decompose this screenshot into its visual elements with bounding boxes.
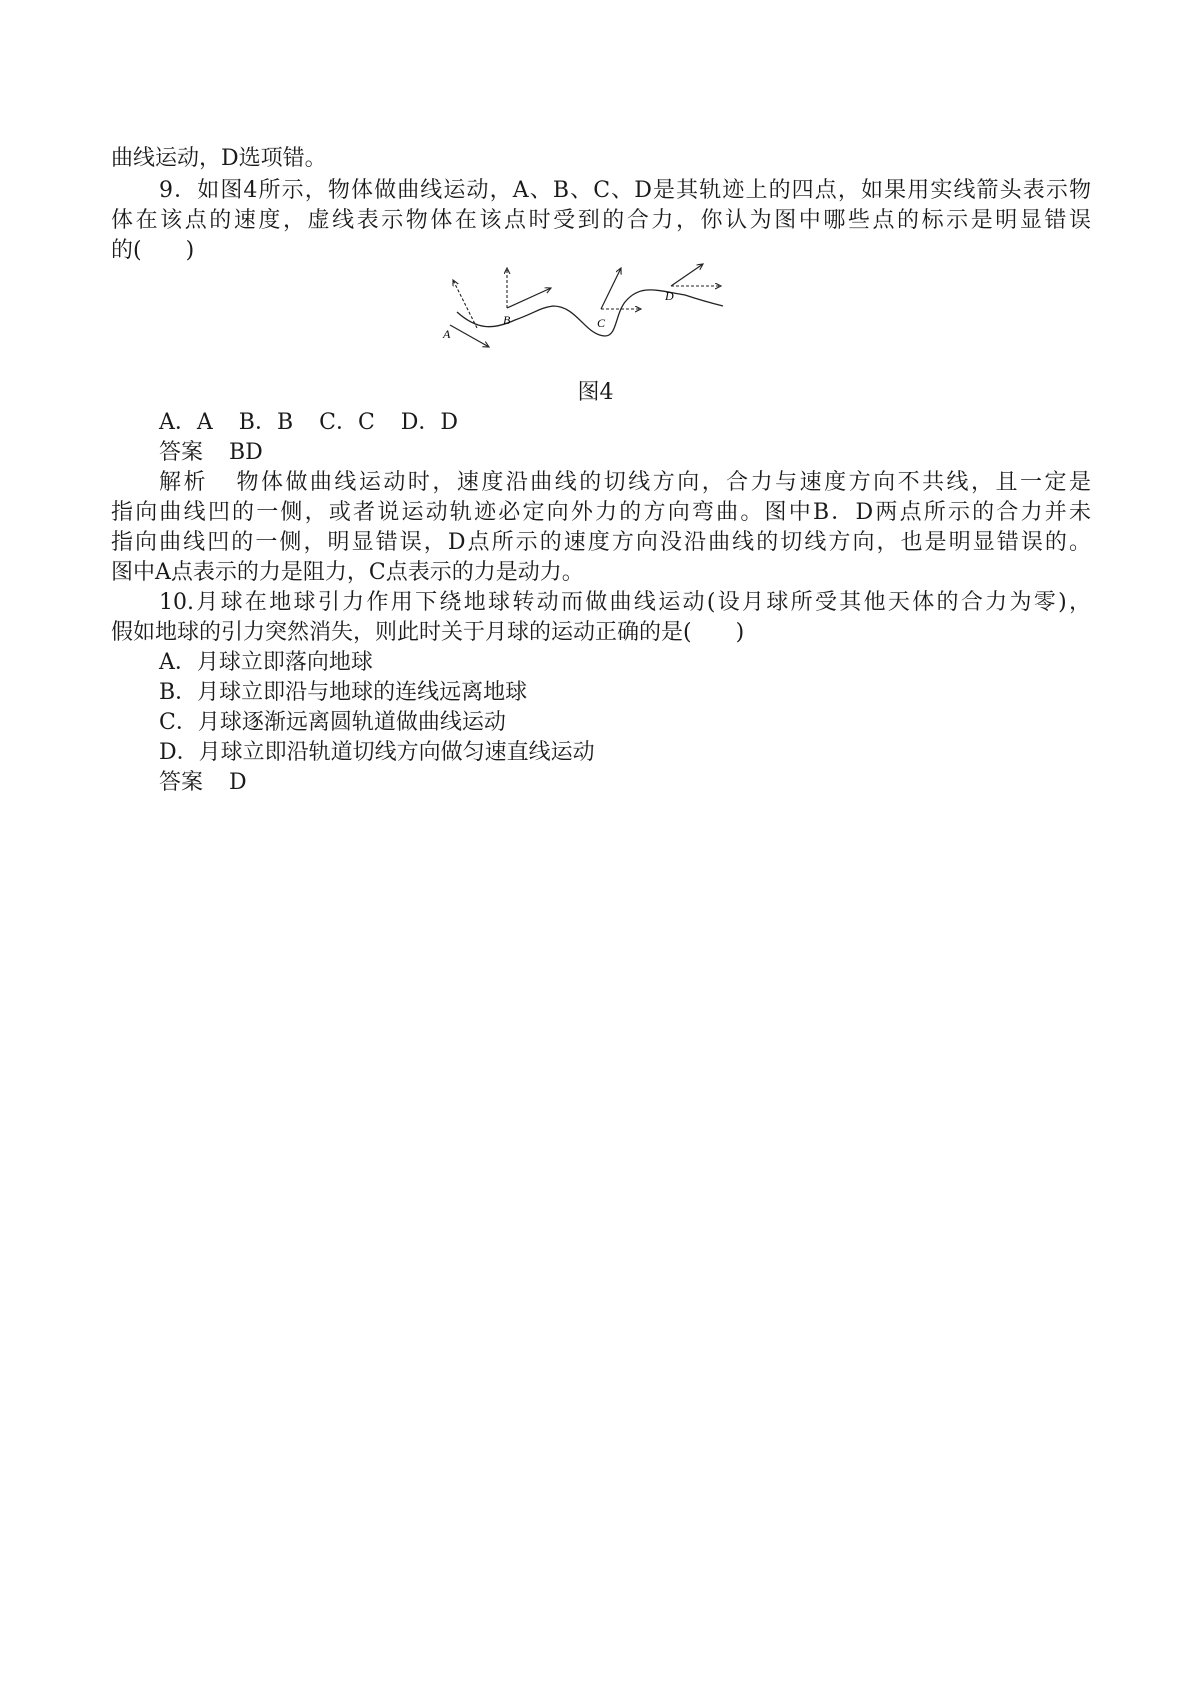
q10-option-a: A．月球立即落向地球	[159, 650, 373, 675]
q9-option-c: C．C	[319, 410, 375, 435]
q9-explanation-text-1: 物体做曲线运动时，速度沿曲线的切线方向，合力与速度方向不共线，且一定是	[233, 470, 1091, 495]
q10-option-b: B．月球立即沿与地球的连线远离地球	[159, 680, 528, 705]
q9-option-a: A．A	[159, 410, 213, 435]
point-label-b: B	[503, 313, 511, 327]
q9-explanation-line-2: 指向曲线凹的一侧，或者说运动轨迹必定向外力的方向弯曲。图中B．D两点所示的合力并未	[111, 500, 1091, 525]
q10-answer-label: 答案	[159, 770, 204, 795]
q10-answer-value: D	[229, 770, 247, 795]
point-a-force-arrow	[453, 280, 477, 328]
trajectory-curve	[457, 290, 723, 336]
q10-stem-line-2: 假如地球的引力突然消失，则此时关于月球的运动正确的是( )	[111, 620, 745, 645]
q9-answer-value: BD	[229, 440, 263, 465]
q9-option-d: D．D	[400, 410, 459, 435]
figure-caption: 图4	[577, 380, 614, 405]
q9-answer-line	[159, 438, 263, 468]
q9-explanation-line-1	[159, 468, 1091, 498]
q9-explanation-line-4: 图中A点表示的力是阻力，C点表示的力是动力。	[111, 560, 584, 585]
previous-answer-tail: 曲线运动，D选项错。	[111, 146, 327, 171]
point-label-c: C	[597, 316, 606, 330]
point-d-velocity-arrow	[671, 264, 703, 286]
q10-option-d: D．月球立即沿轨道切线方向做匀速直线运动	[159, 740, 595, 765]
q9-stem-line-2: 体在该点的速度，虚线表示物体在该点时受到的合力，你认为图中哪些点的标示是明显错误	[111, 208, 1091, 233]
q9-trajectory-figure	[443, 280, 795, 380]
point-a-velocity-arrow	[450, 325, 489, 347]
q10-answer-line	[159, 768, 247, 798]
point-label-d: D	[665, 289, 674, 303]
q10-option-c: C．月球逐渐远离圆轨道做曲线运动	[159, 710, 506, 735]
point-b-velocity-arrow	[507, 288, 551, 308]
q9-explanation-line-3: 指向曲线凹的一侧，明显错误，D点所示的速度方向没沿曲线的切线方向，也是明显错误的。	[111, 530, 1091, 555]
point-label-a: A	[443, 327, 451, 341]
q10-stem-line-1: 10.月球在地球引力作用下绕地球转动而做曲线运动(设月球所受其他天体的合力为零)，	[159, 590, 1091, 615]
point-c-velocity-arrow	[601, 268, 621, 309]
q9-options	[159, 408, 458, 438]
q9-answer-label: 答案	[159, 440, 204, 465]
q9-explanation-label: 解析	[159, 470, 208, 495]
q9-stem-line-3: 的( )	[111, 238, 195, 263]
q9-option-b: B．B	[238, 410, 294, 435]
q9-stem-line-1: 9．如图4所示，物体做曲线运动，A、B、C、D是其轨迹上的四点，如果用实线箭头表示物	[159, 178, 1091, 203]
